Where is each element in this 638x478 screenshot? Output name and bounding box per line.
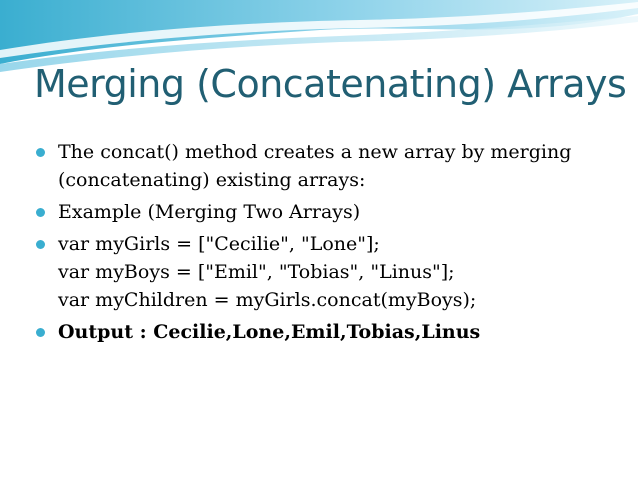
slide-title: Merging (Concatenating) Arrays [34,62,627,106]
bullet-dot-icon [36,328,45,337]
output-text: Output : Cecilie,Lone,Emil,Tobias,Linus [58,321,481,343]
bullet-dot-icon [36,208,45,217]
bullet-item [36,198,606,226]
code-line: var myGirls = ["Cecilie", "Lone"]; [58,233,380,255]
bullet-text-line: (concatenating) existing arrays: [58,169,366,191]
bullet-item-code [36,230,606,314]
bullet-dot-icon [36,148,45,157]
bullet-dot-icon [36,240,45,249]
bullet-list [36,138,606,350]
bullet-text-line: Example (Merging Two Arrays) [58,201,361,223]
bullet-item-output [36,318,606,346]
bullet-item [36,138,606,194]
code-line: var myBoys = ["Emil", "Tobias", "Linus"]; [58,261,455,283]
code-line: var myChildren = myGirls.concat(myBoys); [58,289,477,311]
bullet-text-line: The concat() method creates a new array by merging [58,141,572,163]
